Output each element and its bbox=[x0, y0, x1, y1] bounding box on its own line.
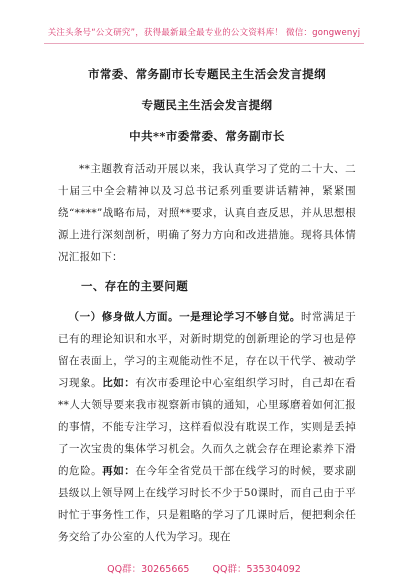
intro-text: **主题教育活动开展以来，我认真学习了党的二十大、二十届三中全会精神以及习总书记系列重要讲话精神，紧紧围绕“****”战略布局，对照**要求，认真自查反思，并从思想根源上进行深刻剖析，明确了努力方向和改进措施。现将具体情况汇报如下： bbox=[58, 163, 356, 263]
point1-text-c: 在今年全省党员干部在线学习的时候，要求副县级以上领导网上在线学习时长不少于50课时，而自己由于平时忙于事务性工作，只是粗略的学习了几课时后，便把剩余任务交给了办公室的人代为学习。现在 bbox=[58, 465, 356, 543]
point1-text-a: 时常满足于已有的理论知识和水平，对新时期党的创新理论的学习也是停留在表面上，学习的主观能动性不足，存在以干代学、被动学习现象。 bbox=[58, 311, 357, 389]
intro-paragraph bbox=[58, 158, 356, 268]
section-heading: 一、存在的主要问题 bbox=[81, 279, 189, 293]
document-subtitle: 专题民主生活会发言提纲 bbox=[141, 98, 273, 112]
header-divider bbox=[44, 43, 364, 44]
example2-label: 再如： bbox=[102, 465, 136, 477]
point1-bold-lead: 一是理论学习不够自觉。 bbox=[179, 311, 301, 323]
document-author: 中共**市委常委、常务副市长 bbox=[129, 129, 285, 143]
footer-qq-group-2: QQ群：535304092 bbox=[212, 564, 301, 575]
footer bbox=[0, 561, 408, 575]
point1-label: （一）修身做人方面。 bbox=[68, 311, 180, 323]
point1-paragraph bbox=[58, 306, 356, 548]
document-body bbox=[58, 66, 356, 548]
point1-text-b: 有次市委理论中心室组织学习时，自己却在看**人大领导要来我市视察新市镇的通知，心里琢磨着如何汇报的事情，不能专注学习，这样看似没有耽误工作，实则是丢掉了一次宝贵的集体学习机会。久而久之就会存在理论素养下滑的危险。 bbox=[58, 377, 356, 477]
footer-qq-group-1: QQ群：30265665 bbox=[107, 564, 190, 575]
document-title: 市常委、常务副市长专题民主生活会发言提纲 bbox=[88, 67, 326, 81]
header-banner: 关注头条号“公文研究”，获得最新最全最专业的公文资料库！ 微信：gongwenyj bbox=[47, 28, 361, 38]
example-label: 比如： bbox=[102, 377, 136, 389]
